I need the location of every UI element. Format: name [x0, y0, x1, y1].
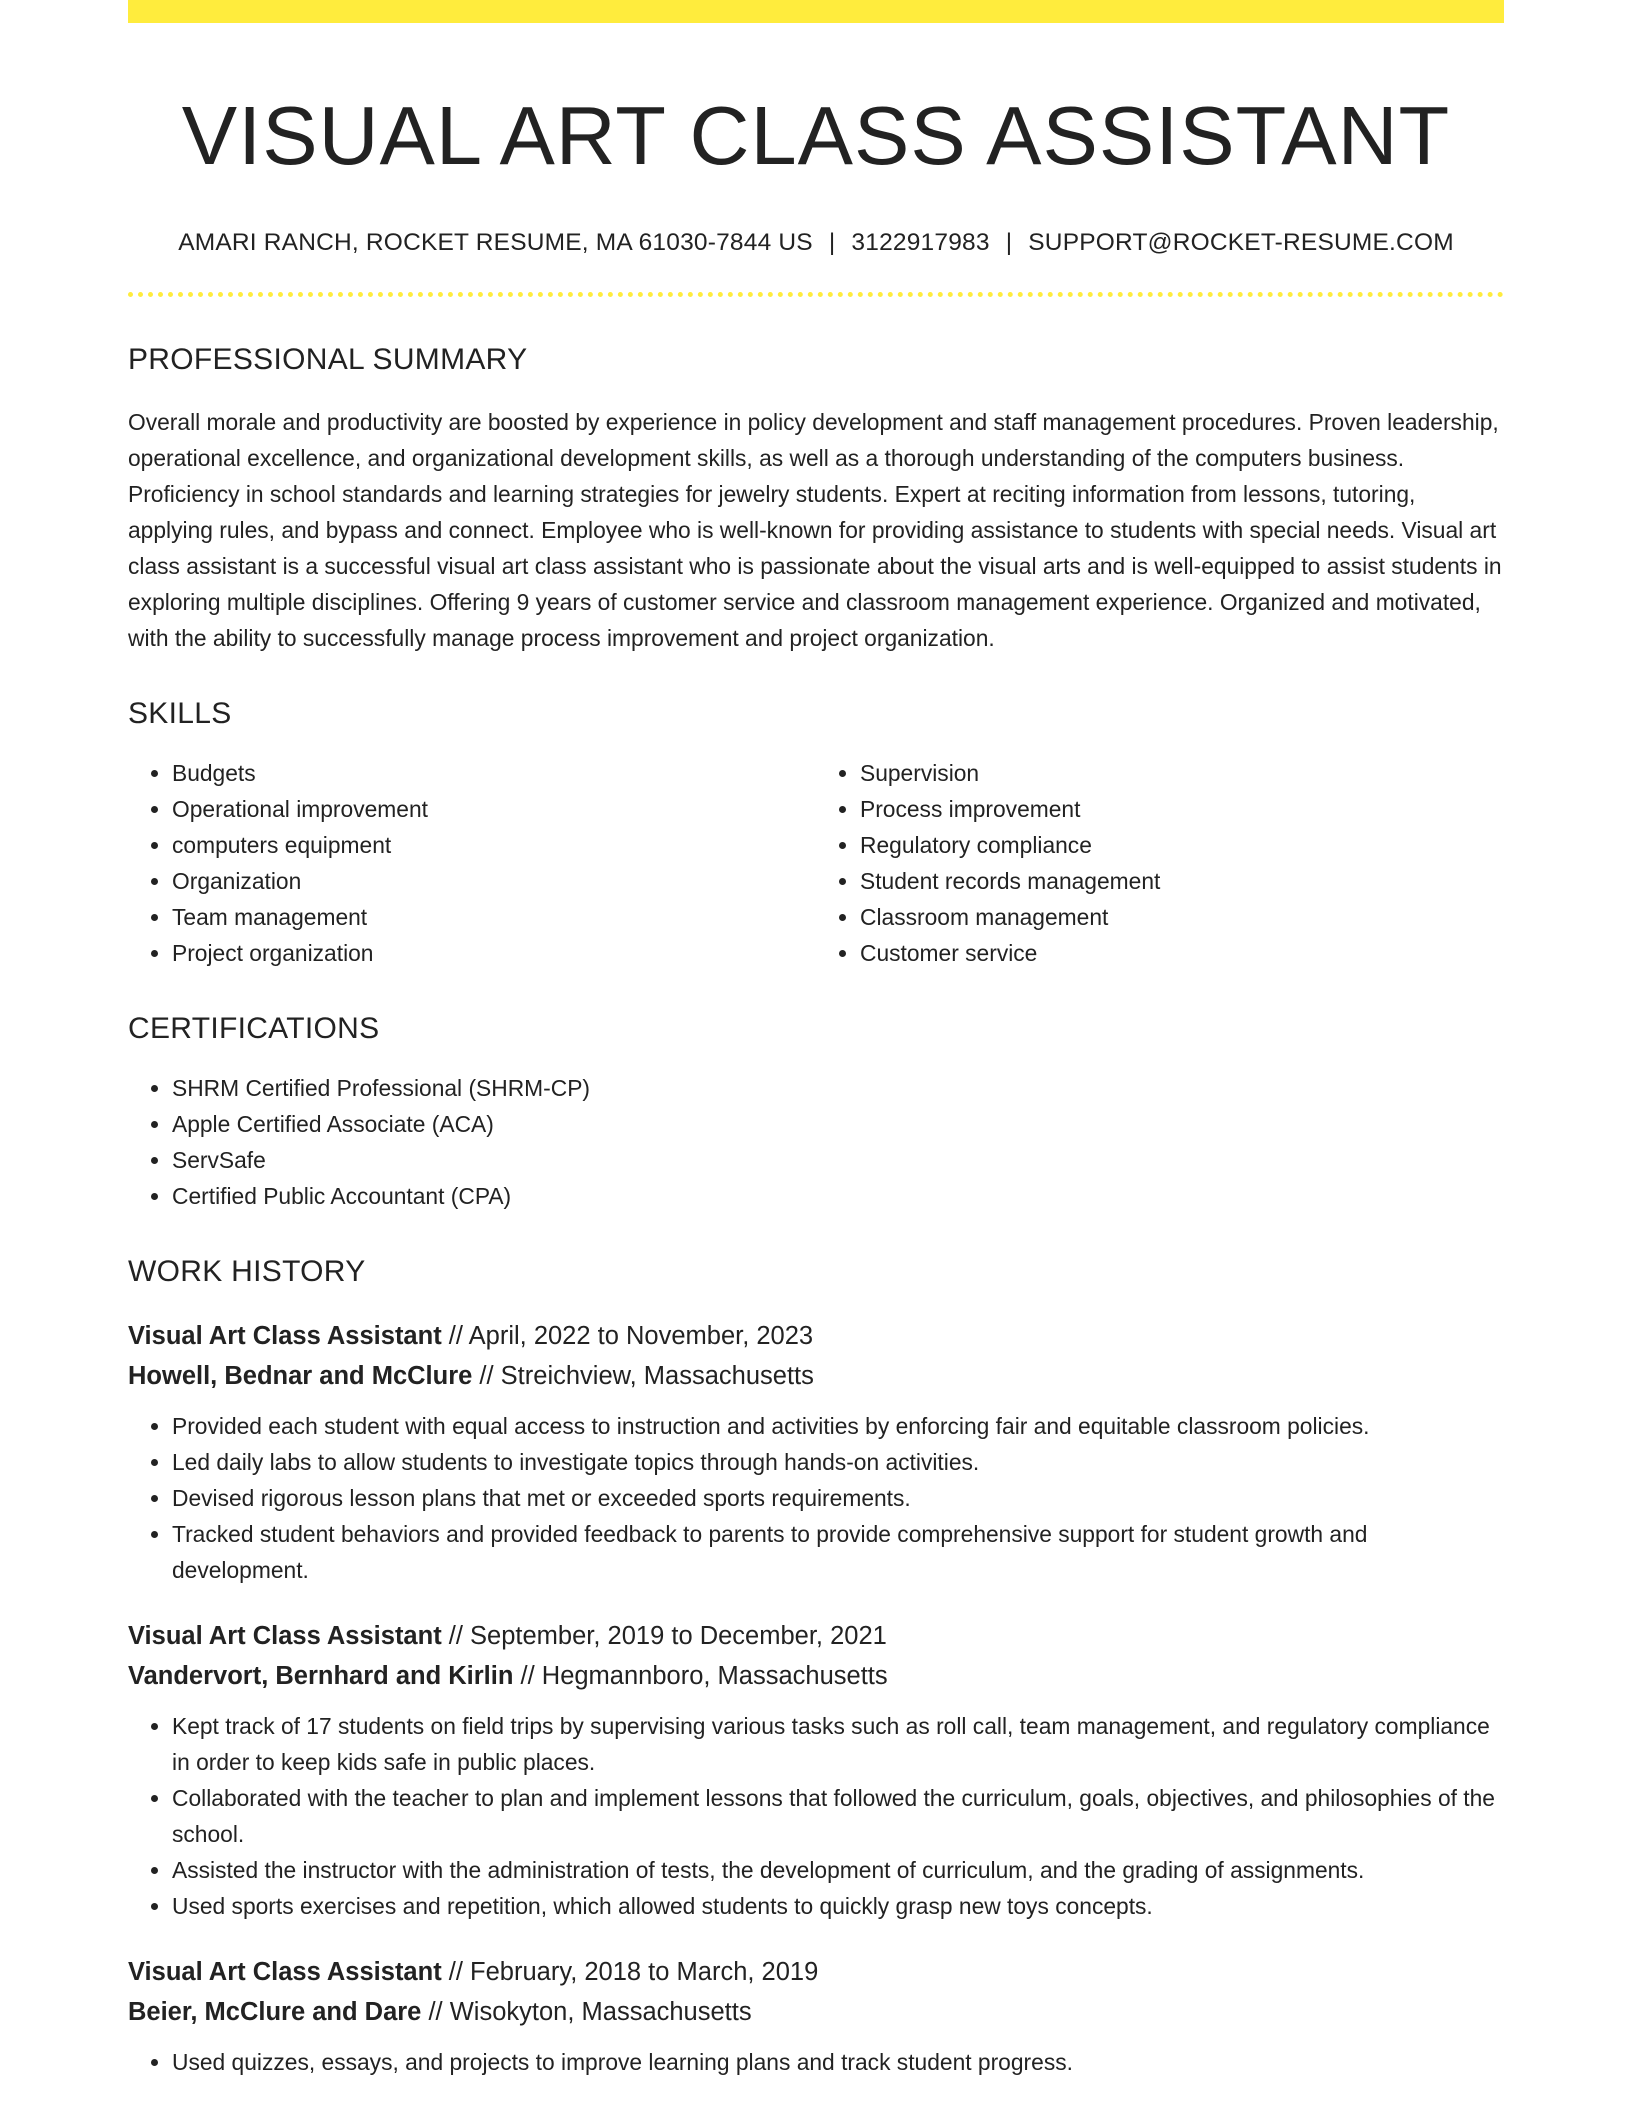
certifications-heading: CERTIFICATIONS: [128, 1012, 380, 1046]
job-entry: [128, 1316, 1504, 1588]
job-duty: • Devised rigorous lesson plans that met or exceeded sports requirements.: [172, 1480, 1504, 1516]
job-location: Streichview, Massachusetts: [500, 1362, 814, 1391]
summary-text: Overall morale and productivity are boosted by experience in policy development and staff management procedures. Proven leadership, operational excellence, and organizational development skills, as well as a thorough understanding of the computers business. Proficiency in school standards and learning strategies for jewelry students. Expert at reciting information from lessons, tutoring, applying rules, and bypass and connect. Employee who is well-known for providing assistance to students with special needs. Visual art class assistant is a successful visual art class assistant who is passionate about the visual arts and is well-equipped to assist students in exploring multiple disciplines. Offering 9 years of customer service and classroom management experience. Organized and motivated, with the ability to successfully manage process improvement and project organization.: [128, 409, 1502, 652]
skills-heading: SKILLS: [128, 697, 232, 731]
summary-heading: PROFESSIONAL SUMMARY: [128, 343, 528, 377]
skill-item: • Operational improvement: [172, 791, 816, 827]
resume-page: [128, 0, 1504, 2080]
skill-item: • computers equipment: [172, 827, 816, 863]
job-duty: • Kept track of 17 students on field trips by supervising various tasks such as roll call, team management, and regulatory compliance in order to keep kids safe in public places.: [172, 1708, 1504, 1780]
job-duty: • Led daily labs to allow students to investigate topics through hands-on activities.: [172, 1444, 1504, 1480]
dotted-divider: [128, 292, 1504, 297]
skill-item: • Budgets: [172, 755, 816, 791]
certification-item: • Certified Public Accountant (CPA): [172, 1178, 1504, 1214]
skill-item: • Student records management: [860, 863, 1504, 899]
certification-item: • SHRM Certified Professional (SHRM-CP): [172, 1070, 1504, 1106]
contact-address: AMARI RANCH, ROCKET RESUME, MA 61030-7844 US: [178, 228, 813, 256]
resume-name: VISUAL ART CLASS ASSISTANT: [181, 89, 1451, 182]
job-duty: • Tracked student behaviors and provided feedback to parents to provide comprehensive support for student growth and development.: [172, 1516, 1504, 1588]
job-company-line: [128, 1656, 1504, 1696]
contact-email: SUPPORT@ROCKET-RESUME.COM: [1028, 228, 1454, 256]
skills-list: [128, 755, 1504, 971]
job-company: Beier, McClure and Dare: [128, 1998, 422, 2027]
certification-item: • ServSafe: [172, 1142, 1504, 1178]
job-duty: • Collaborated with the teacher to plan and implement lessons that followed the curriculum, goals, objectives, and philosophies of the school.: [172, 1780, 1504, 1852]
top-accent-bar: [128, 0, 1504, 23]
job-location: Wisokyton, Massachusetts: [449, 1998, 752, 2027]
certification-item: • Apple Certified Associate (ACA): [172, 1106, 1504, 1142]
job-dates: April, 2022 to November, 2023: [468, 1322, 814, 1351]
job-role: Visual Art Class Assistant: [128, 1958, 442, 1987]
job-role: Visual Art Class Assistant: [128, 1622, 442, 1651]
contact-separator: |: [1005, 228, 1013, 256]
divider-text: //: [448, 1622, 463, 1651]
job-company: Vandervort, Bernhard and Kirlin: [128, 1662, 514, 1691]
skill-item: • Organization: [172, 863, 816, 899]
skill-item: • Classroom management: [860, 899, 1504, 935]
job-duties: [128, 1408, 1504, 1588]
skill-item: • Team management: [172, 899, 816, 935]
contact-line: [128, 227, 1504, 259]
job-duty: • Used quizzes, essays, and projects to improve learning plans and track student progress.: [172, 2044, 1504, 2080]
job-duties: [128, 2044, 1504, 2080]
job-duties: [128, 1708, 1504, 1924]
job-entry: [128, 1616, 1504, 1924]
skill-item: • Process improvement: [860, 791, 1504, 827]
contact-phone: 3122917983: [851, 228, 990, 256]
job-title-line: [128, 1952, 1504, 1992]
skill-item: • Supervision: [860, 755, 1504, 791]
job-dates: February, 2018 to March, 2019: [470, 1958, 819, 1987]
divider-text: //: [428, 1998, 443, 2027]
job-duty: • Used sports exercises and repetition, which allowed students to quickly grasp new toys concepts.: [172, 1888, 1504, 1924]
divider-text: //: [479, 1362, 494, 1391]
skills-column-right: [816, 755, 1504, 971]
skill-item: • Customer service: [860, 935, 1504, 971]
job-duty: • Assisted the instructor with the administration of tests, the development of curriculum, and the grading of assignments.: [172, 1852, 1504, 1888]
job-title-line: [128, 1316, 1504, 1356]
job-dates: September, 2019 to December, 2021: [470, 1622, 887, 1651]
job-location: Hegmannboro, Massachusetts: [541, 1662, 888, 1691]
job-role: Visual Art Class Assistant: [128, 1322, 442, 1351]
job-duty: • Provided each student with equal access to instruction and activities by enforcing fair and equitable classroom policies.: [172, 1408, 1504, 1444]
job-entry: [128, 1952, 1504, 2080]
divider-text: //: [520, 1662, 535, 1691]
contact-separator: |: [828, 228, 836, 256]
divider-text: //: [448, 1958, 463, 1987]
job-company-line: [128, 1992, 1504, 2032]
divider-text: //: [448, 1322, 463, 1351]
skill-item: • Project organization: [172, 935, 816, 971]
work-history-heading: WORK HISTORY: [128, 1255, 366, 1289]
job-company: Howell, Bednar and McClure: [128, 1362, 473, 1391]
job-company-line: [128, 1356, 1504, 1396]
certifications-list: [128, 1070, 1504, 1214]
job-title-line: [128, 1616, 1504, 1656]
skill-item: • Regulatory compliance: [860, 827, 1504, 863]
skills-column-left: [128, 755, 816, 971]
